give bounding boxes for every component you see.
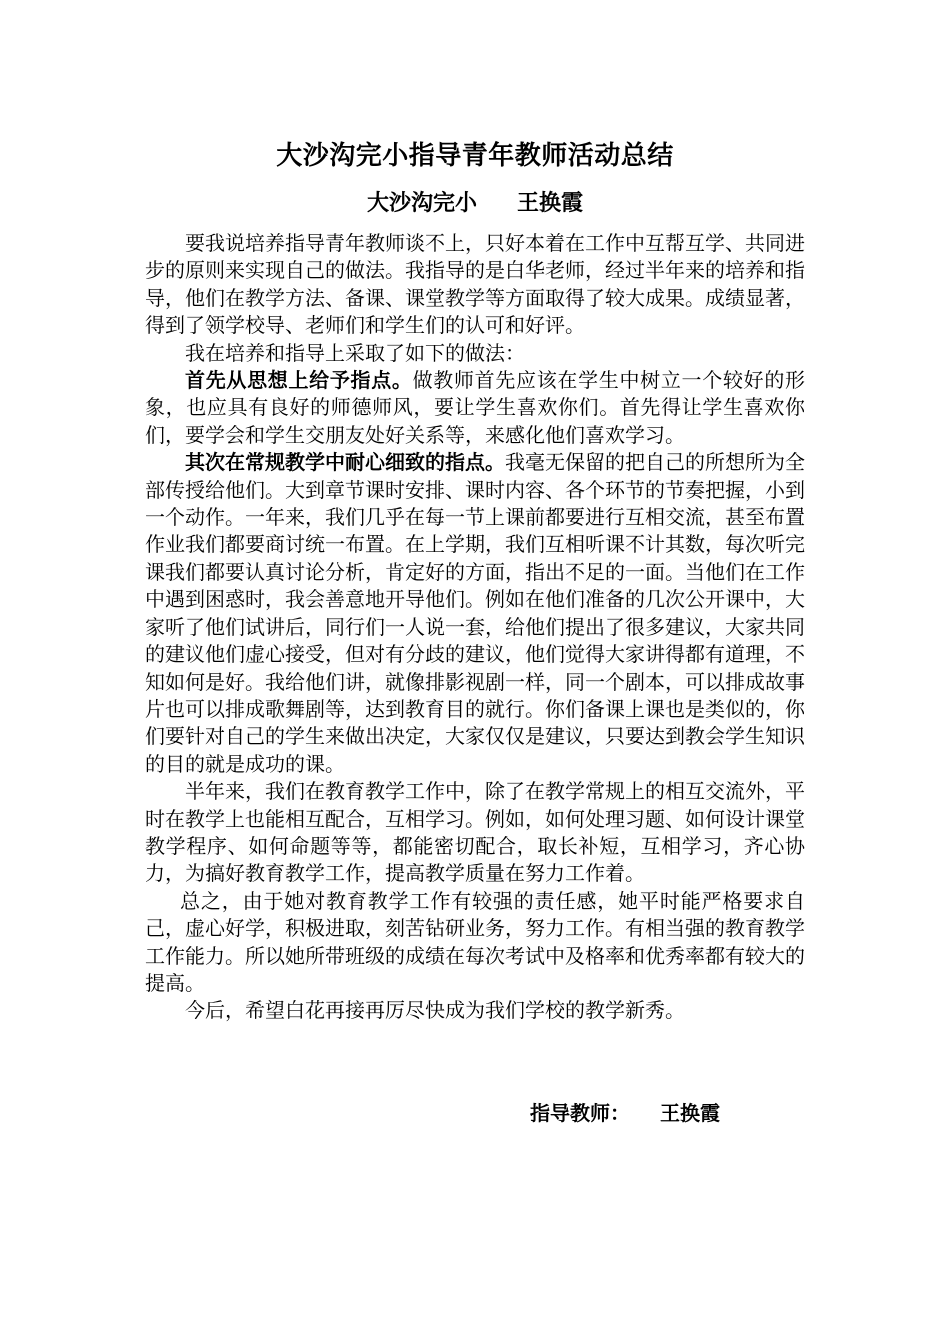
signature-label: 指导教师： <box>530 1101 630 1125</box>
document-title: 大沙沟完小指导青年教师活动总结 <box>276 141 674 171</box>
signature-name: 王换霞 <box>660 1101 720 1125</box>
byline-school: 大沙沟完小 <box>366 191 477 216</box>
paragraph-4-lead: 其次在常规教学中耐心细致的指点。 <box>185 450 505 475</box>
paragraph-3 <box>145 367 805 449</box>
byline <box>0 188 950 220</box>
paragraph-5-text: 半年来，我们在教育教学工作中，除了在教学常规上的相互交流外，平时在教学上也能相互配合，互相学习。例如，如何处理习题、如何设计课堂教学程序、如何命题等等，都能密切配合，取长补短，互相学习，齐心协力，为搞好教育教学工作，提高教学质量在努力工作着。 <box>145 779 805 886</box>
paragraph-7-text: 今后，希望白花再接再厉尽快成为我们学校的教学新秀。 <box>185 998 685 1023</box>
paragraph-6-text: 总之，由于她对教育教学工作有较强的责任感，她平时能严格要求自己，虚心好学，积极进取，刻苦钻研业务，努力工作。有相当强的教育教学工作能力。所以她所带班级的成绩在每次考试中及格率和优秀率都有较大的提高。 <box>145 888 805 995</box>
paragraph-4 <box>145 449 805 778</box>
paragraph-6 <box>145 888 805 998</box>
document-body <box>145 230 805 1025</box>
byline-author: 王换霞 <box>517 191 584 216</box>
paragraph-3-text: 做教师首先应该在学生中树立一个较好的形象，也应具有良好的师德师风，要让学生喜欢你们。首先得让学生喜欢你们，要学会和学生交朋友处好关系等，来感化他们喜欢学习。 <box>145 368 806 447</box>
paragraph-1 <box>145 230 805 340</box>
paragraph-1-text: 要我说培养指导青年教师谈不上，只好本着在工作中互帮互学、共同进步的原则来实现自己的做法。我指导的是白华老师，经过半年来的培养和指导，他们在教学方法、备课、课堂教学等方面取得了较大成果。成绩显著，得到了领学校导、老师们和学生们的认可和好评。 <box>145 231 805 338</box>
paragraph-3-lead: 首先从思想上给予指点。 <box>185 368 413 393</box>
paragraph-2 <box>145 340 805 367</box>
paragraph-5 <box>145 778 805 888</box>
paragraph-4-text: 我毫无保留的把自己的所想所为全部传授给他们。大到章节课时安排、课时内容、各个环节的节奏把握，小到一个动作。一年来，我们几乎在每一节上课前都要进行互相交流，甚至布置作业我们都要商讨统一布置。在上学期，我们互相听课不计其数，每次听完课我们都要认真讨论分析，肯定好的方面，指出不足的一面。当他们在工作中遇到困惑时，我会善意地开导他们。例如在他们准备的几次公开课中，大家听了他们试讲后，同行们一人说一套，给他们提出了很多建议，大家共同的建议他们虚心接受，但对有分歧的建议，他们觉得大家讲得都有道理，不知如何是好。我给他们讲，就像排影视剧一样，同一个剧本，可以排成故事片也可以排成歌舞剧等，达到教育目的就行。你们备课上课也是类似的，你们要针对自己的学生来做出决定，大家仅仅是建议，只要达到教会学生知识的目的就是成功的课。 <box>145 450 805 776</box>
paragraph-7 <box>145 997 805 1024</box>
signature <box>530 1098 720 1128</box>
paragraph-2-text: 我在培养和指导上采取了如下的做法： <box>185 340 525 365</box>
